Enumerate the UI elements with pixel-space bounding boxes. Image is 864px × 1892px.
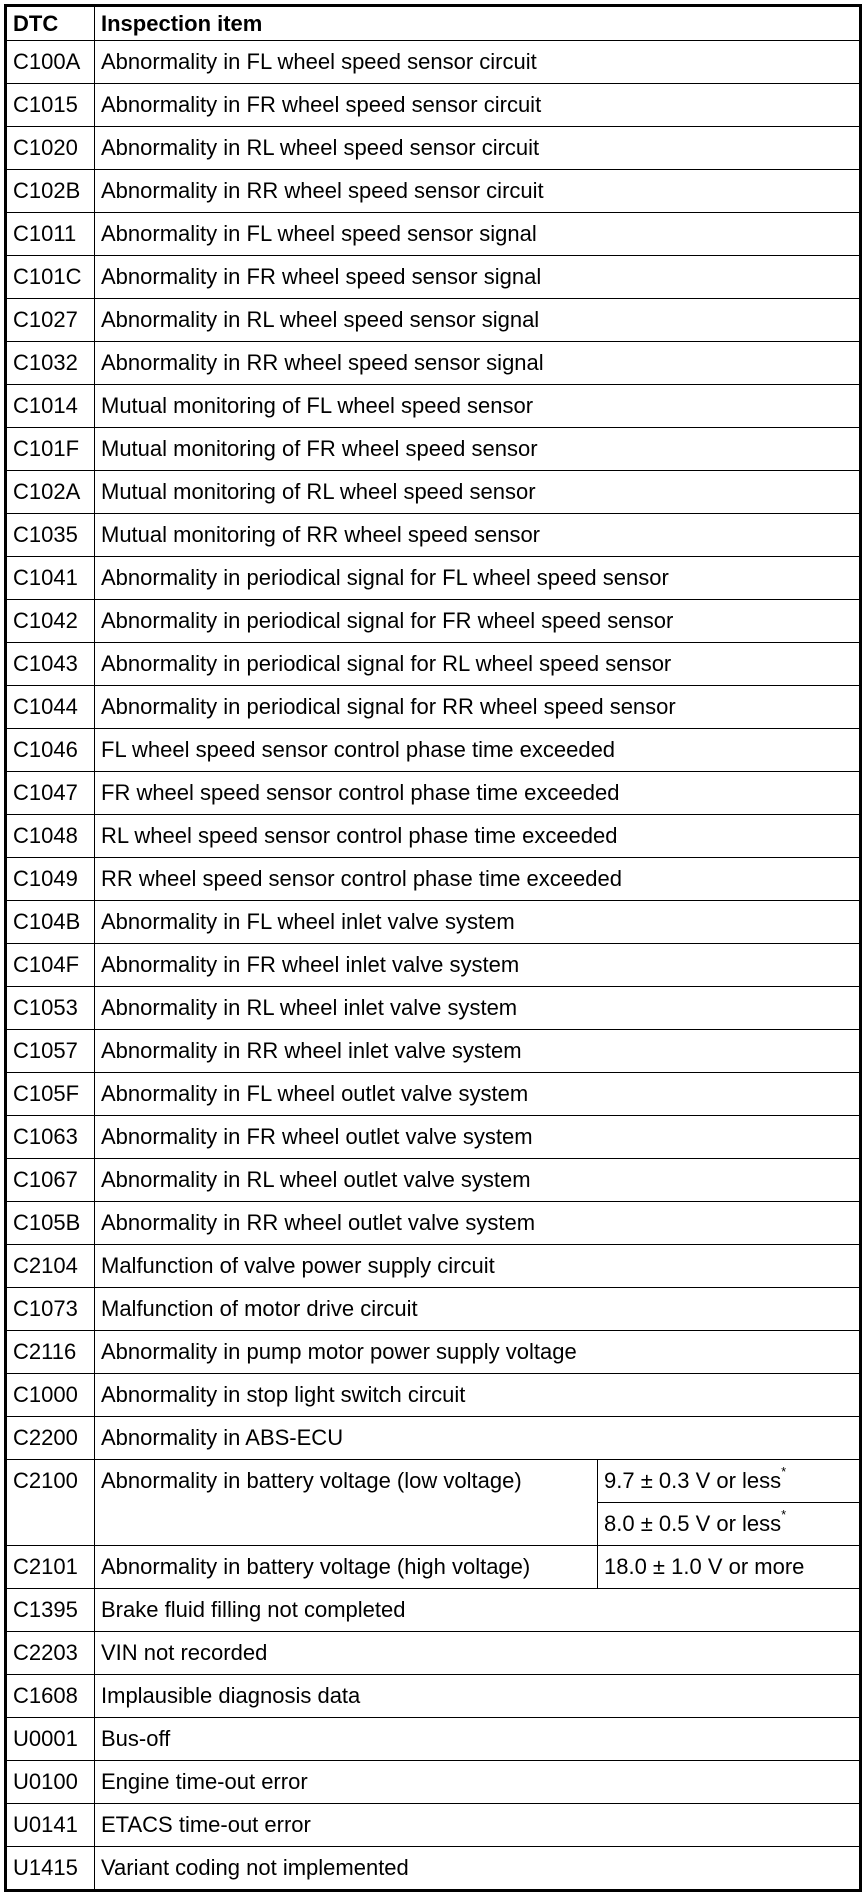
table-row bbox=[6, 471, 861, 514]
table-row bbox=[6, 1073, 861, 1116]
inspection-item: ETACS time-out error bbox=[95, 1804, 861, 1847]
inspection-item: Abnormality in FR wheel inlet valve system bbox=[95, 944, 861, 987]
inspection-item: Malfunction of valve power supply circuit bbox=[95, 1245, 861, 1288]
inspection-item: Abnormality in battery voltage (high voltage) bbox=[95, 1546, 598, 1589]
dtc-code: C1027 bbox=[6, 299, 95, 342]
inspection-item: Abnormality in RR wheel outlet valve system bbox=[95, 1202, 861, 1245]
dtc-code: C1057 bbox=[6, 1030, 95, 1073]
table-row bbox=[6, 557, 861, 600]
table-row bbox=[6, 299, 861, 342]
inspection-item: Mutual monitoring of FL wheel speed sensor bbox=[95, 385, 861, 428]
dtc-code: C1035 bbox=[6, 514, 95, 557]
dtc-code: C1063 bbox=[6, 1116, 95, 1159]
dtc-code: C1046 bbox=[6, 729, 95, 772]
dtc-code: C2116 bbox=[6, 1331, 95, 1374]
dtc-code: C100A bbox=[6, 41, 95, 84]
dtc-code: C1041 bbox=[6, 557, 95, 600]
dtc-code: C2203 bbox=[6, 1632, 95, 1675]
dtc-code: C105B bbox=[6, 1202, 95, 1245]
inspection-item: Mutual monitoring of RL wheel speed sensor bbox=[95, 471, 861, 514]
dtc-code: C105F bbox=[6, 1073, 95, 1116]
inspection-item: RR wheel speed sensor control phase time exceeded bbox=[95, 858, 861, 901]
table-row-battery-high bbox=[6, 1546, 861, 1589]
table-row bbox=[6, 428, 861, 471]
inspection-item: Abnormality in FR wheel speed sensor circuit bbox=[95, 84, 861, 127]
voltage-condition: 18.0 ± 1.0 V or more bbox=[598, 1546, 861, 1589]
table-row bbox=[6, 342, 861, 385]
table-row bbox=[6, 1202, 861, 1245]
inspection-item: Implausible diagnosis data bbox=[95, 1675, 861, 1718]
voltage-condition-text: 9.7 ± 0.3 V or less bbox=[604, 1468, 782, 1493]
table-row bbox=[6, 84, 861, 127]
dtc-code: C1042 bbox=[6, 600, 95, 643]
table-row bbox=[6, 686, 861, 729]
inspection-item-column-header: Inspection item bbox=[95, 6, 861, 41]
dtc-code: C1395 bbox=[6, 1589, 95, 1632]
table-row bbox=[6, 1417, 861, 1460]
inspection-item: Mutual monitoring of FR wheel speed sensor bbox=[95, 428, 861, 471]
table-row bbox=[6, 213, 861, 256]
table-row bbox=[6, 1718, 861, 1761]
header-row bbox=[6, 6, 861, 41]
inspection-item: Abnormality in RR wheel inlet valve system bbox=[95, 1030, 861, 1073]
table-row bbox=[6, 1761, 861, 1804]
dtc-code: U0001 bbox=[6, 1718, 95, 1761]
inspection-item: Abnormality in FR wheel speed sensor signal bbox=[95, 256, 861, 299]
table-row-battery-low bbox=[6, 1460, 861, 1503]
dtc-column-header: DTC bbox=[6, 6, 95, 41]
table-row bbox=[6, 1116, 861, 1159]
inspection-item: Abnormality in periodical signal for FL wheel speed sensor bbox=[95, 557, 861, 600]
inspection-item: Abnormality in RR wheel speed sensor signal bbox=[95, 342, 861, 385]
table-row bbox=[6, 1288, 861, 1331]
table-row bbox=[6, 1675, 861, 1718]
voltage-condition bbox=[598, 1503, 861, 1546]
dtc-code: C1000 bbox=[6, 1374, 95, 1417]
dtc-code: C1044 bbox=[6, 686, 95, 729]
dtc-code: C2104 bbox=[6, 1245, 95, 1288]
inspection-item: RL wheel speed sensor control phase time exceeded bbox=[95, 815, 861, 858]
inspection-item: Abnormality in FL wheel speed sensor signal bbox=[95, 213, 861, 256]
table-row bbox=[6, 1159, 861, 1202]
dtc-code: C1032 bbox=[6, 342, 95, 385]
inspection-item: Brake fluid filling not completed bbox=[95, 1589, 861, 1632]
dtc-code: C1014 bbox=[6, 385, 95, 428]
dtc-code: C1047 bbox=[6, 772, 95, 815]
dtc-code: C102A bbox=[6, 471, 95, 514]
inspection-item: Abnormality in RL wheel speed sensor signal bbox=[95, 299, 861, 342]
dtc-code: C1015 bbox=[6, 84, 95, 127]
dtc-code: C1011 bbox=[6, 213, 95, 256]
table-row bbox=[6, 987, 861, 1030]
inspection-item: Abnormality in RL wheel inlet valve system bbox=[95, 987, 861, 1030]
inspection-item: Abnormality in periodical signal for FR wheel speed sensor bbox=[95, 600, 861, 643]
table-row bbox=[6, 256, 861, 299]
inspection-item: Abnormality in FL wheel inlet valve system bbox=[95, 901, 861, 944]
dtc-code: C2200 bbox=[6, 1417, 95, 1460]
dtc-table bbox=[4, 4, 862, 1892]
dtc-code: C1049 bbox=[6, 858, 95, 901]
table-row bbox=[6, 1374, 861, 1417]
inspection-item: FL wheel speed sensor control phase time exceeded bbox=[95, 729, 861, 772]
table-row bbox=[6, 772, 861, 815]
table-row bbox=[6, 901, 861, 944]
table-row bbox=[6, 1804, 861, 1847]
table-row bbox=[6, 385, 861, 428]
dtc-code: U1415 bbox=[6, 1847, 95, 1891]
voltage-condition bbox=[598, 1460, 861, 1503]
inspection-item: Abnormality in pump motor power supply voltage bbox=[95, 1331, 861, 1374]
inspection-item: Abnormality in FL wheel speed sensor circuit bbox=[95, 41, 861, 84]
inspection-item: Mutual monitoring of RR wheel speed sensor bbox=[95, 514, 861, 557]
table-row bbox=[6, 514, 861, 557]
table-row bbox=[6, 41, 861, 84]
inspection-item: Abnormality in periodical signal for RR wheel speed sensor bbox=[95, 686, 861, 729]
table-row bbox=[6, 1589, 861, 1632]
dtc-code: C1043 bbox=[6, 643, 95, 686]
inspection-item: Abnormality in FL wheel outlet valve system bbox=[95, 1073, 861, 1116]
table-body bbox=[6, 41, 861, 1891]
dtc-code: C1073 bbox=[6, 1288, 95, 1331]
dtc-code: C104B bbox=[6, 901, 95, 944]
inspection-item: Abnormality in ABS-ECU bbox=[95, 1417, 861, 1460]
inspection-item: Abnormality in battery voltage (low voltage) bbox=[95, 1460, 598, 1546]
inspection-item: Abnormality in RL wheel speed sensor circuit bbox=[95, 127, 861, 170]
footnote-mark: * bbox=[781, 1464, 787, 1479]
table-row bbox=[6, 1331, 861, 1374]
inspection-item: Abnormality in RL wheel outlet valve system bbox=[95, 1159, 861, 1202]
dtc-code: C1048 bbox=[6, 815, 95, 858]
inspection-item: FR wheel speed sensor control phase time exceeded bbox=[95, 772, 861, 815]
inspection-item: Abnormality in FR wheel outlet valve system bbox=[95, 1116, 861, 1159]
dtc-code: C102B bbox=[6, 170, 95, 213]
inspection-item: Abnormality in periodical signal for RL wheel speed sensor bbox=[95, 643, 861, 686]
inspection-item: VIN not recorded bbox=[95, 1632, 861, 1675]
table-row bbox=[6, 1245, 861, 1288]
inspection-item: Engine time-out error bbox=[95, 1761, 861, 1804]
inspection-item: Malfunction of motor drive circuit bbox=[95, 1288, 861, 1331]
dtc-code: C1608 bbox=[6, 1675, 95, 1718]
dtc-code: U0100 bbox=[6, 1761, 95, 1804]
dtc-code: C1053 bbox=[6, 987, 95, 1030]
inspection-item: Variant coding not implemented bbox=[95, 1847, 861, 1891]
dtc-code: C101C bbox=[6, 256, 95, 299]
dtc-code: C104F bbox=[6, 944, 95, 987]
table-row bbox=[6, 815, 861, 858]
voltage-condition-text: 8.0 ± 0.5 V or less bbox=[604, 1511, 782, 1536]
table-row bbox=[6, 1632, 861, 1675]
dtc-code: C101F bbox=[6, 428, 95, 471]
table-row bbox=[6, 170, 861, 213]
table-row bbox=[6, 858, 861, 901]
dtc-code: C1020 bbox=[6, 127, 95, 170]
dtc-code: U0141 bbox=[6, 1804, 95, 1847]
table-row bbox=[6, 944, 861, 987]
dtc-code: C1067 bbox=[6, 1159, 95, 1202]
inspection-item: Bus-off bbox=[95, 1718, 861, 1761]
table-row bbox=[6, 643, 861, 686]
dtc-code: C2100 bbox=[6, 1460, 95, 1546]
footnote-mark: * bbox=[781, 1507, 787, 1522]
table-row bbox=[6, 1030, 861, 1073]
table-row bbox=[6, 1847, 861, 1891]
inspection-item: Abnormality in stop light switch circuit bbox=[95, 1374, 861, 1417]
table-row bbox=[6, 127, 861, 170]
dtc-code: C2101 bbox=[6, 1546, 95, 1589]
table-row bbox=[6, 600, 861, 643]
table-row bbox=[6, 729, 861, 772]
inspection-item: Abnormality in RR wheel speed sensor circuit bbox=[95, 170, 861, 213]
